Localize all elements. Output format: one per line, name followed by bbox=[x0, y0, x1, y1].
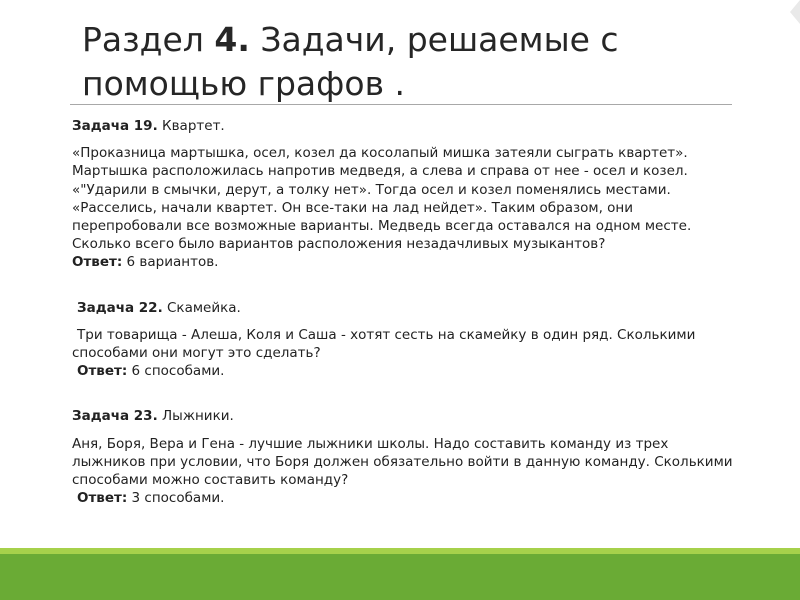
task-22-answer bbox=[72, 362, 744, 380]
answer-value: 6 способами. bbox=[127, 363, 225, 380]
corner-decoration-icon bbox=[788, 0, 800, 24]
title-line2: помощью графов . bbox=[82, 64, 405, 103]
task-22-text bbox=[72, 326, 744, 362]
answer-label: Ответ: bbox=[72, 254, 123, 271]
task-name: Скамейка. bbox=[162, 299, 241, 316]
footer-bar-dark bbox=[0, 554, 800, 600]
task-22-heading bbox=[72, 299, 744, 317]
task-23-heading bbox=[72, 407, 744, 425]
task-19-text: «Проказница мартышка, осел, козел да косолапый мишка затеяли сыграть квартет». Мартышка расположилась напротив медведя, а слева и справа от нее - осел и козел. «"Ударили в смычки, дерут, а толку нет». Тогда осел и козел поменялись местами. «Расселись, начали квартет. Он все-таки на лад нейдет». Таким образом, они перепробовали все возможные варианты. Медведь всегда оставался на одном месте. Сколько всего было вариантов расположения незадачливых музыкантов? bbox=[72, 145, 692, 253]
title-divider bbox=[70, 104, 732, 105]
task-name: Лыжники. bbox=[157, 408, 234, 425]
title-prefix: Раздел bbox=[82, 20, 215, 59]
task-name: Квартет. bbox=[157, 118, 225, 134]
title-section-number: 4. bbox=[214, 20, 250, 59]
answer-value: 3 способами. bbox=[127, 490, 225, 507]
title-rest: Задачи, решаемые с bbox=[249, 20, 619, 59]
answer-label: Ответ: bbox=[77, 490, 128, 507]
task-23-text: Аня, Боря, Вера и Гена - лучшие лыжники школы. Надо составить команду из трех лыжников при условии, что Боря должен обязательно войти в данную команду. Сколькими способами можно составить команду? bbox=[72, 435, 733, 489]
task-19-answer bbox=[72, 253, 744, 271]
answer-value: 6 вариантов. bbox=[122, 254, 219, 271]
slide-content bbox=[72, 117, 744, 507]
slide-title bbox=[82, 18, 722, 106]
task-23-answer bbox=[72, 489, 744, 507]
task-22-text-body: Три товарища - Алеша, Коля и Саша - хотят сесть на скамейку в один ряд. Сколькими способами они могут это сделать? bbox=[72, 326, 696, 362]
task-label: Задача 19. bbox=[72, 118, 158, 134]
answer-label: Ответ: bbox=[77, 363, 128, 380]
task-label: Задача 22. bbox=[77, 299, 163, 316]
task-label: Задача 23. bbox=[72, 408, 158, 425]
task-19-heading bbox=[72, 117, 744, 135]
